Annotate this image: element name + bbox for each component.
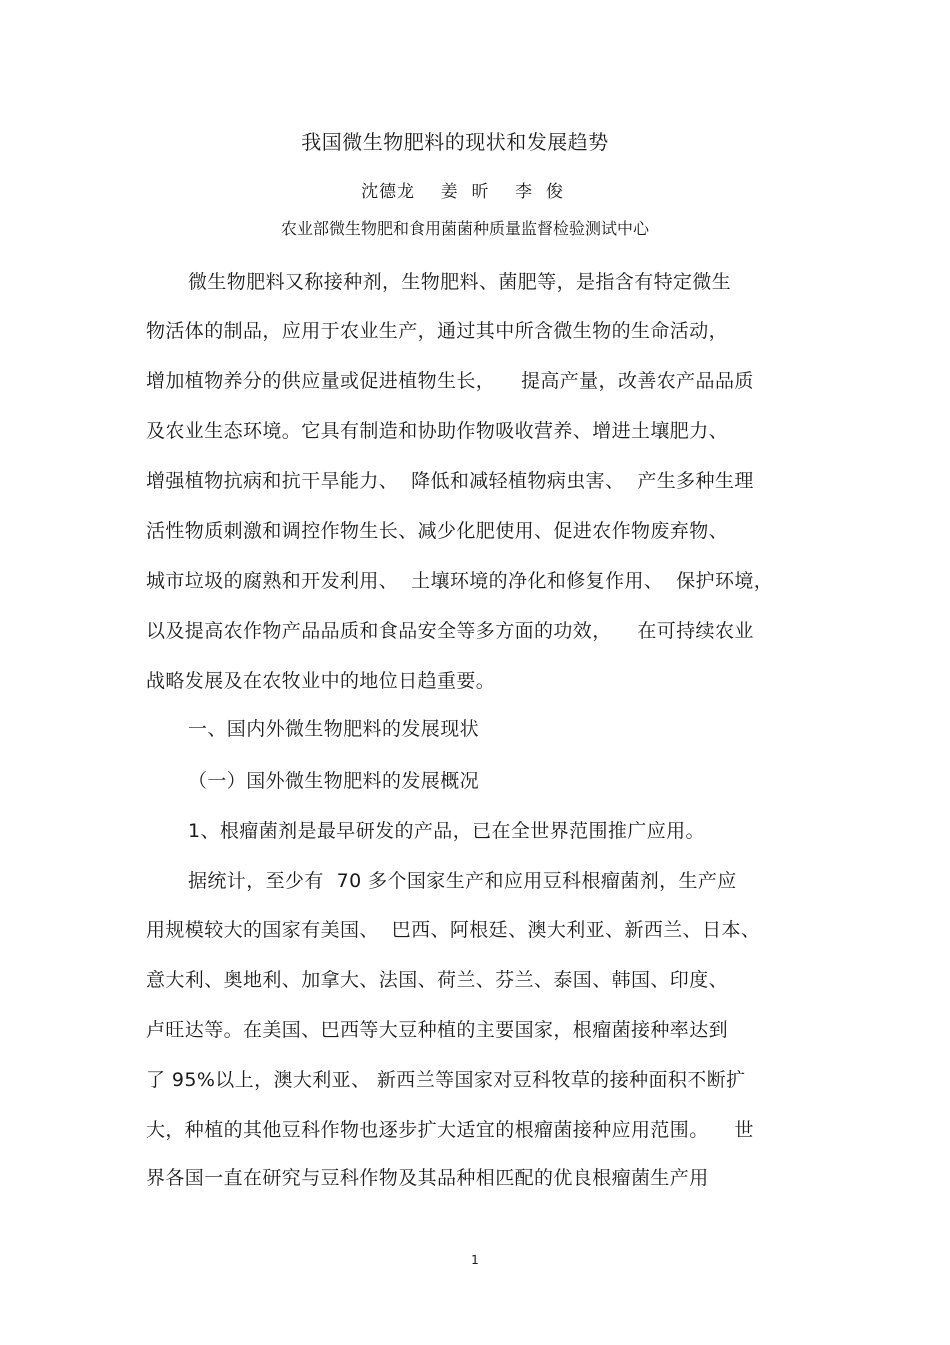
author-list: 沈德龙 姜 昕 李 俊: [361, 182, 564, 202]
document-title: 我国微生物肥料的现状和发展趋势: [301, 130, 609, 154]
body-text-line: 据统计，至少有 70 多个国家生产和应用豆科根瘤菌剂，生产应: [188, 870, 737, 892]
body-text-line: 物活体的制品，应用于农业生产，通过其中所含微生物的生命活动，: [146, 320, 729, 342]
body-text-line: 用规模较大的国家有美国、 巴西、阿根廷、澳大利亚、新西兰、日本、: [146, 919, 761, 941]
body-text-line: 及农业生态环境。它具有制造和协助作物吸收营养、增进土壤肥力、: [146, 420, 729, 442]
page-number: 1: [471, 1253, 479, 1267]
body-text-line: 城市垃圾的腐熟和开发利用、 土壤环境的净化和修复作用、 保护环境，: [146, 570, 774, 592]
body-text-line: 增加植物养分的供应量或促进植物生长， 提高产量，改善农产品品质: [146, 370, 754, 392]
body-text-line: 卢旺达等。在美国、巴西等大豆种植的主要国家，根瘤菌接种率达到: [146, 1019, 729, 1041]
body-text-line: 战略发展及在农牧业中的地位日趋重要。: [146, 670, 496, 692]
body-text-line: 了 95%以上，澳大利亚、 新西兰等国家对豆科牧草的接种面积不断扩: [146, 1069, 746, 1091]
body-text-line: 意大利、奥地利、加拿大、法国、荷兰、芬兰、泰国、韩国、印度、: [146, 969, 729, 991]
section-heading: 一、国内外微生物肥料的发展现状: [188, 718, 480, 740]
body-text-line: 增强植物抗病和抗干旱能力、 降低和减轻植物病虫害、 产生多种生理: [146, 470, 754, 492]
author-affiliation: 农业部微生物肥和食用菌菌种质量监督检验测试中心: [280, 219, 649, 238]
subsection-heading: （一）国外微生物肥料的发展概况: [188, 770, 480, 792]
body-text-line: 界各国一直在研究与豆科作物及其品种相匹配的优良根瘤菌生产用: [146, 1167, 709, 1189]
body-text-line: 以及提高农作物产品品质和食品安全等多方面的功效， 在可持续农业: [146, 620, 754, 642]
subsection-item-heading: 1、根瘤菌剂是最早研发的产品，已在全世界范围推广应用。: [188, 820, 705, 842]
body-text-line: 活性物质刺激和调控作物生长、减少化肥使用、促进农作物废弃物、: [146, 520, 729, 542]
body-text-line: 大，种植的其他豆科作物也逐步扩大适宜的根瘤菌接种应用范围。 世: [146, 1119, 754, 1141]
body-text-line: 微生物肥料又称接种剂，生物肥料、菌肥等，是指含有特定微生: [188, 271, 732, 293]
